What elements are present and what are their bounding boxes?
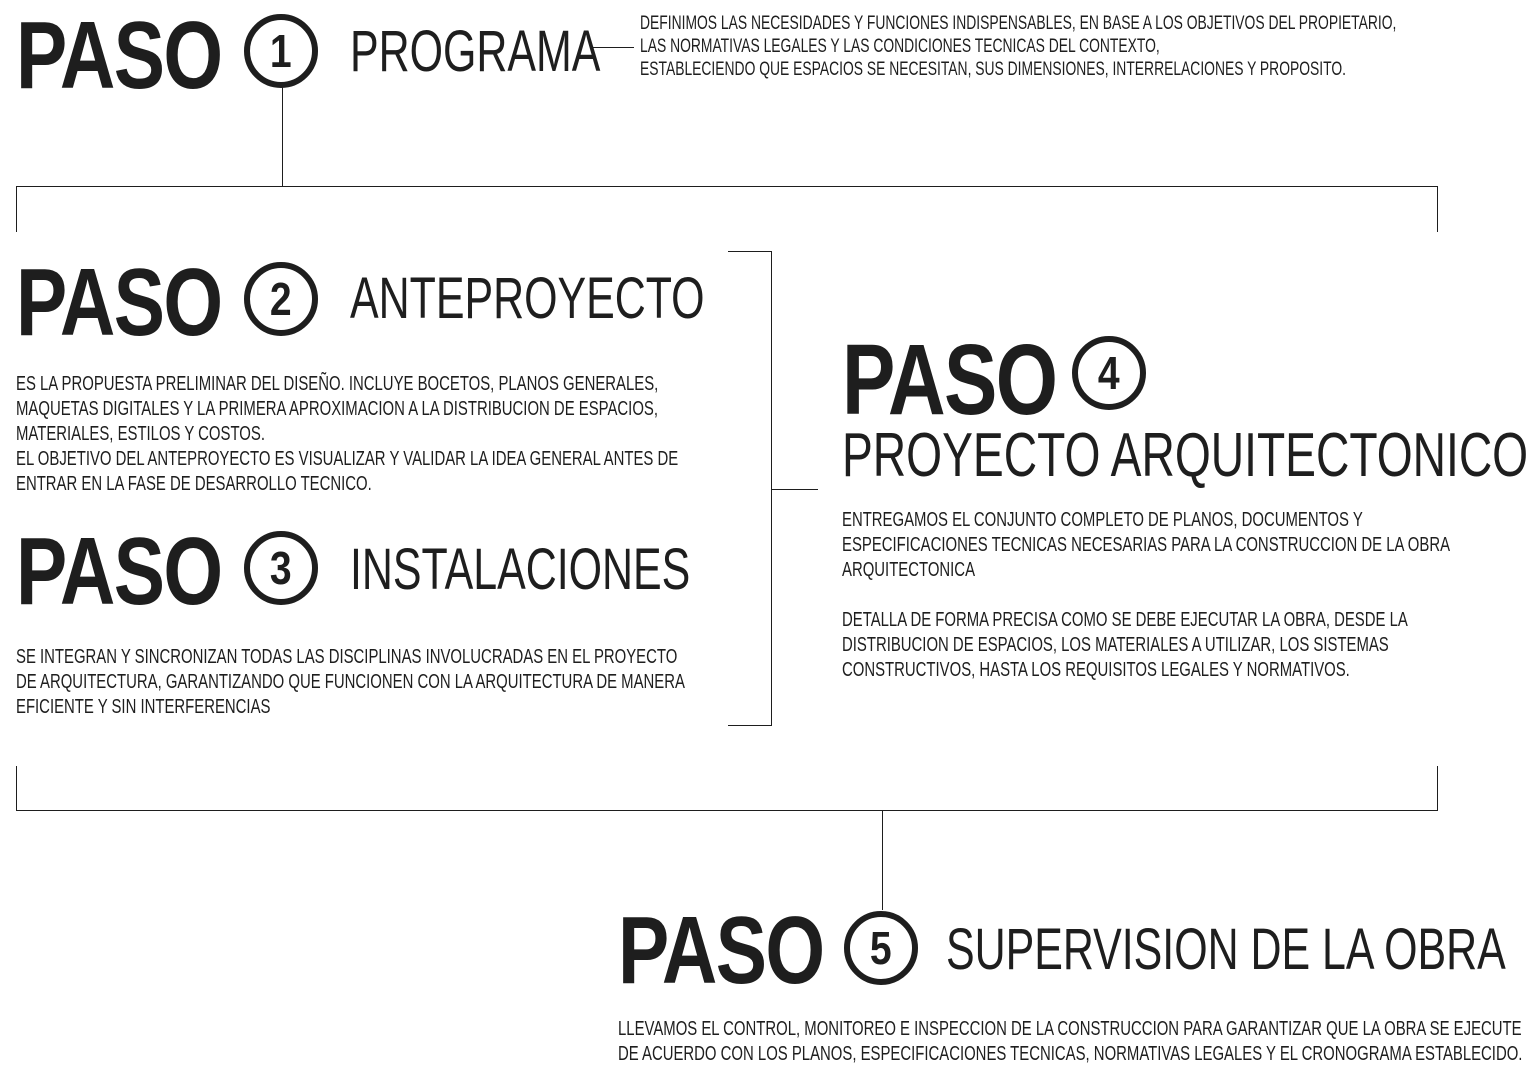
- step1-drop-line: [282, 86, 283, 187]
- bottom-bracket-line: [16, 810, 1438, 811]
- step3-title: INSTALACIONES: [350, 537, 691, 602]
- step4-description: [842, 508, 1450, 683]
- step1-title: PROGRAMA: [350, 19, 601, 84]
- group-bracket-vertical: [771, 251, 772, 725]
- step4-desc-line: ARQUITECTONICA: [842, 559, 976, 581]
- step4-number: 4: [1098, 347, 1120, 399]
- step4-desc-gap: [842, 583, 1450, 608]
- step2-desc-line: MAQUETAS DIGITALES Y LA PRIMERA APROXIMACION A LA DISTRIBUCION DE ESPACIOS,: [16, 398, 658, 420]
- step2-desc-line: MATERIALES, ESTILOS Y COSTOS.: [16, 423, 265, 445]
- step3-desc-line: SE INTEGRAN Y SINCRONIZAN TODAS LAS DISCIPLINAS INVOLUCRADAS EN EL PROYECTO: [16, 646, 678, 668]
- group-to-step4-line: [771, 489, 818, 490]
- group-bracket-top: [728, 251, 772, 252]
- step4-desc-line: DISTRIBUCION DE ESPACIOS, LOS MATERIALES A UTILIZAR, LOS SISTEMAS: [842, 634, 1389, 656]
- step4-paso-label: PASO: [842, 324, 1057, 436]
- step5-number-circle: [844, 911, 918, 985]
- step3-number: 3: [270, 542, 292, 594]
- bottom-bracket-right-tick: [1437, 766, 1438, 810]
- step5-title: SUPERVISION DE LA OBRA: [946, 917, 1506, 982]
- step3-desc-line: DE ARQUITECTURA, GARANTIZANDO QUE FUNCIONEN CON LA ARQUITECTURA DE MANERA: [16, 671, 685, 693]
- step5-description: [618, 1017, 1522, 1067]
- step5-paso-label: PASO: [618, 897, 824, 1004]
- step1-description: [640, 12, 1396, 81]
- step3-number-circle: [244, 531, 318, 605]
- step4-desc-line: ENTREGAMOS EL CONJUNTO COMPLETO DE PLANOS, DOCUMENTOS Y: [842, 509, 1363, 531]
- step2-number: 2: [270, 273, 292, 325]
- step1-desc-line: ESTABLECIENDO QUE ESPACIOS SE NECESITAN, SUS DIMENSIONES, INTERRELACIONES Y PROPOSITO.: [640, 59, 1347, 80]
- step2-desc-line: ES LA PROPUESTA PRELIMINAR DEL DISEÑO. INCLUYE BOCETOS, PLANOS GENERALES,: [16, 373, 659, 395]
- bottom-bracket-left-tick: [16, 766, 17, 810]
- step4-title: PROYECTO ARQUITECTONICO: [842, 421, 1528, 490]
- step3-desc-line: EFICIENTE Y SIN INTERFERENCIAS: [16, 696, 271, 718]
- top-bracket-line: [16, 186, 1438, 187]
- step4-desc-line: CONSTRUCTIVOS, HASTA LOS REQUISITOS LEGALES Y NORMATIVOS.: [842, 659, 1350, 681]
- step5-drop-line: [882, 810, 883, 910]
- step1-number-circle: [244, 14, 318, 88]
- step3-description: [16, 645, 685, 720]
- step4-desc-line: ESPECIFICACIONES TECNICAS NECESARIAS PARA LA CONSTRUCCION DE LA OBRA: [842, 534, 1451, 556]
- step2-paso-label: PASO: [16, 249, 222, 356]
- step2-number-circle: [244, 262, 318, 336]
- step2-desc-line: ENTRAR EN LA FASE DE DESARROLLO TECNICO.: [16, 473, 372, 495]
- step1-desc-line: LAS NORMATIVAS LEGALES Y LAS CONDICIONES TECNICAS DEL CONTEXTO,: [640, 36, 1160, 57]
- step5-desc-line: LLEVAMOS EL CONTROL, MONITOREO E INSPECCION DE LA CONSTRUCCION PARA GARANTIZAR QUE LA OBRA SE EJECUTE: [618, 1018, 1522, 1040]
- top-bracket-right-tick: [1437, 186, 1438, 232]
- step5-number: 5: [870, 922, 892, 974]
- step2-desc-line: EL OBJETIVO DEL ANTEPROYECTO ES VISUALIZAR Y VALIDAR LA IDEA GENERAL ANTES DE: [16, 448, 679, 470]
- step5-desc-line: DE ACUERDO CON LOS PLANOS, ESPECIFICACIONES TECNICAS, NORMATIVAS LEGALES Y EL CRONOGRAMA ESTABLECIDO.: [618, 1043, 1523, 1065]
- step3-paso-label: PASO: [16, 518, 222, 625]
- step1-desc-line: DEFINIMOS LAS NECESIDADES Y FUNCIONES INDISPENSABLES, EN BASE A LOS OBJETIVOS DEL PROPIETARIO,: [640, 13, 1397, 34]
- step4-number-circle: [1072, 336, 1146, 410]
- step1-paso-label: PASO: [16, 2, 222, 109]
- group-bracket-bottom: [728, 725, 772, 726]
- step2-title: ANTEPROYECTO: [350, 266, 705, 331]
- step2-description: [16, 372, 678, 497]
- step4-desc-line: DETALLA DE FORMA PRECISA COMO SE DEBE EJECUTAR LA OBRA, DESDE LA: [842, 609, 1408, 631]
- step1-number: 1: [270, 25, 292, 77]
- top-bracket-left-tick: [16, 186, 17, 232]
